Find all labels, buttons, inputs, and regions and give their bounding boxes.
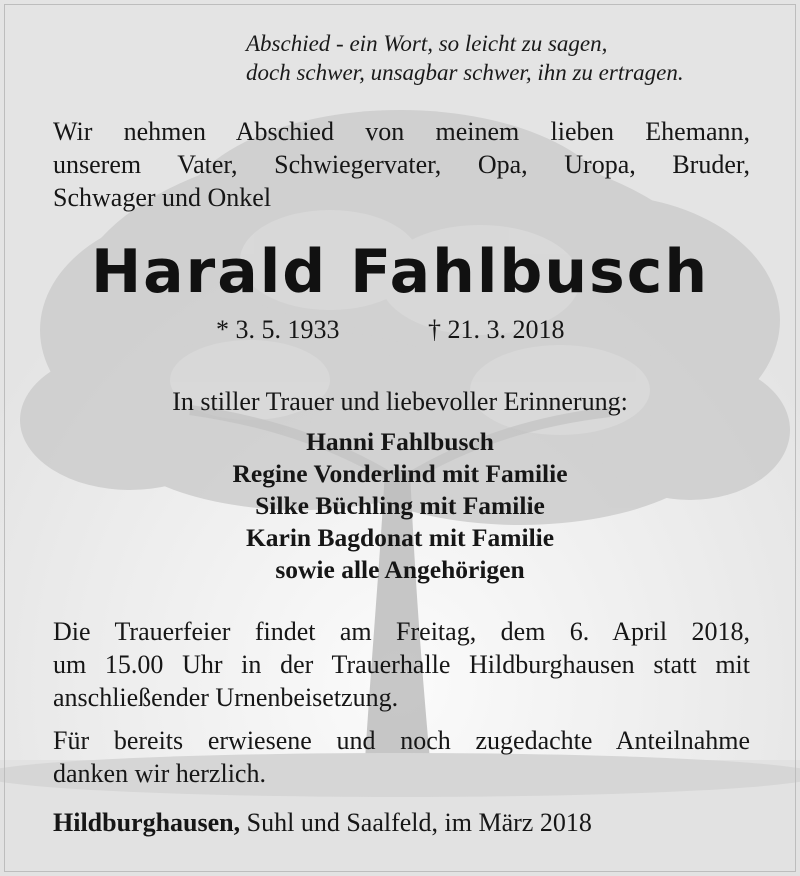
intro-paragraph <box>53 115 750 214</box>
ceremony-line: Die Trauerfeier findet am Freitag, dem 6. April 2018, <box>53 617 750 646</box>
mourner-name: sowie alle Angehörigen <box>275 555 525 584</box>
mourning-line: In stiller Trauer und liebevoller Erinnerung: <box>172 387 628 416</box>
motto-verse <box>246 29 786 87</box>
intro-line: Wir nehmen Abschied von meinem lieben Ehemann, <box>53 117 750 146</box>
mourner-name: Silke Büchling mit Familie <box>255 491 545 520</box>
motto-line: doch schwer, unsagbar schwer, ihn zu ertragen. <box>246 60 684 85</box>
ceremony-paragraph <box>53 615 750 714</box>
thanks-line: Für bereits erwiesene und noch zugedachte Anteilnahme <box>53 726 750 755</box>
mourner-name: Regine Vonderlind mit Familie <box>232 459 568 488</box>
signature-line <box>53 806 750 840</box>
thanks-paragraph <box>53 724 750 790</box>
birth-date: * 3. 5. 1933 <box>216 315 340 344</box>
intro-line: Schwager und Onkel <box>53 183 272 212</box>
ceremony-line: anschließender Urnenbeisetzung. <box>53 683 399 712</box>
motto-line: Abschied - ein Wort, so leicht zu sagen, <box>246 31 608 56</box>
death-date: † 21. 3. 2018 <box>428 315 565 344</box>
intro-line: unserem Vater, Schwiegervater, Opa, Uropa, Bruder, <box>53 150 750 179</box>
deceased-name: Harald Fahlbusch <box>90 237 710 307</box>
mourner-name: Hanni Fahlbusch <box>306 427 494 456</box>
mourners-list <box>0 426 800 586</box>
thanks-line: danken wir herzlich. <box>53 759 266 788</box>
signature-rest: Suhl und Saalfeld, im März 2018 <box>246 808 592 837</box>
mourner-name: Karin Bagdonat mit Familie <box>245 523 555 552</box>
signature-place: Hildburghausen, <box>53 808 241 837</box>
ceremony-line: um 15.00 Uhr in der Trauerhalle Hildburghausen statt mit <box>53 650 750 679</box>
